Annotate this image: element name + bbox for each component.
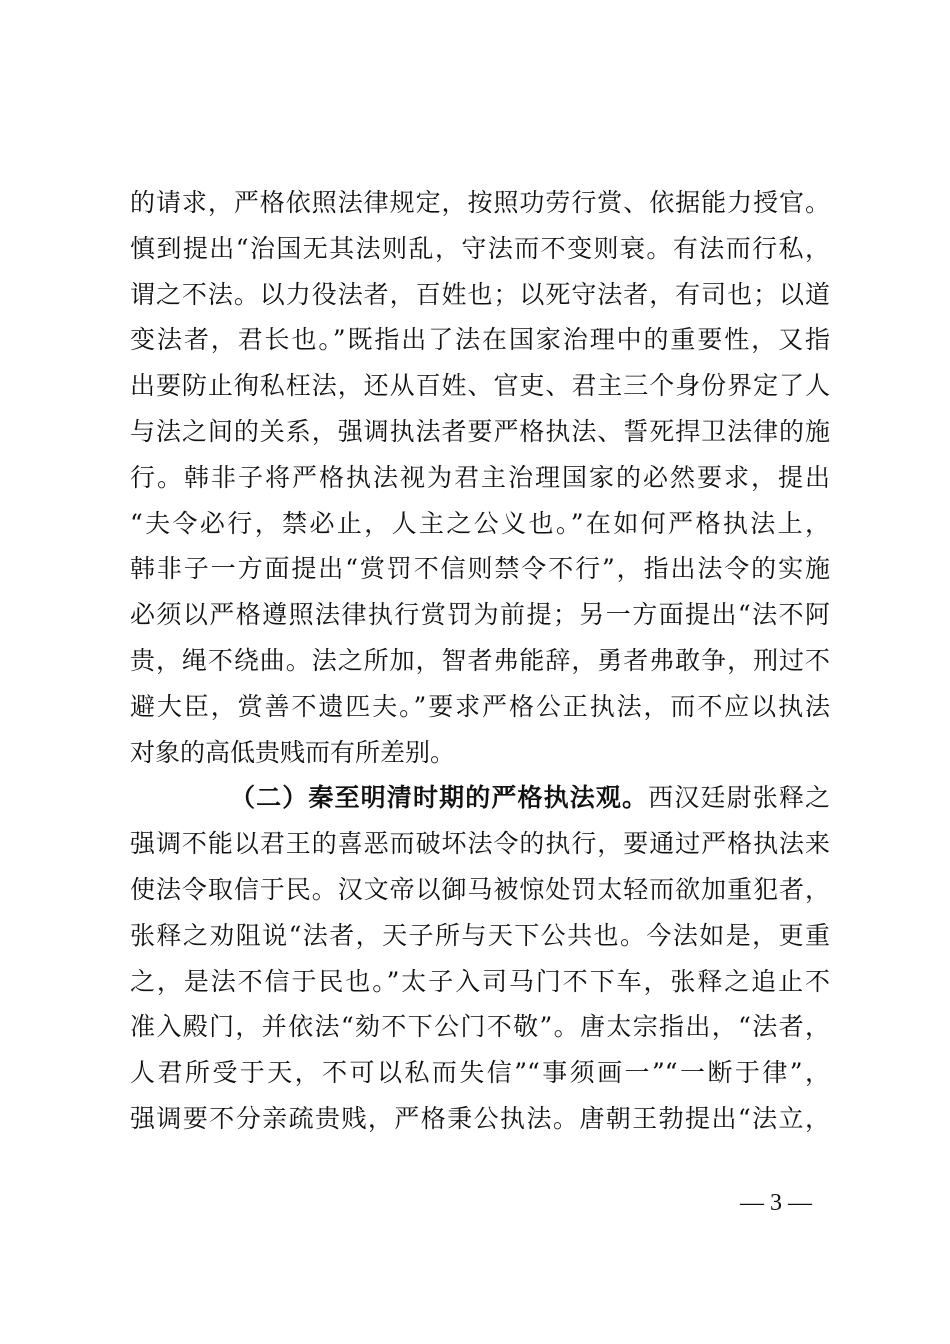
text-line: “夫令必行，禁必止，人主之公义也。”在如何严格执法上， [130, 508, 830, 538]
section-heading: （二）秦至明清时期的严格执法观。 [230, 783, 649, 813]
text-line: 韩非子一方面提出“赏罚不信则禁令不行”，指出法令的实施 [130, 554, 830, 584]
text-line: 人君所受于天，不可以私而失信”“事须画一”“一断于律”， [130, 1058, 830, 1088]
text-line: 之，是法不信于民也。”太子入司马门不下车，张释之追止不 [130, 966, 830, 996]
text-line: 与法之间的关系，强调执法者要严格执法、誓死捍卫法律的施 [130, 416, 830, 446]
text-line: 贵，绳不绕曲。法之所加，智者弗能辞，勇者弗敢争，刑过不 [130, 645, 830, 675]
paragraph-1 [130, 180, 830, 775]
text-line: 强调要不分亲疏贵贱，严格秉公执法。唐朝王勃提出“法立， [130, 1103, 830, 1133]
paragraph-heading-line [130, 775, 830, 821]
text-line: 变法者，君长也。”既指出了法在国家治理中的重要性，又指 [130, 325, 830, 355]
text-line: 行。韩非子将严格执法视为君主治理国家的必然要求，提出 [130, 462, 830, 492]
text-line: 的请求，严格依照法律规定，按照功劳行赏、依据能力授官。 [130, 188, 830, 217]
text-line: 强调不能以君王的喜恶而破坏法令的执行，要通过严格执法来 [130, 829, 830, 859]
text-line: 必须以严格遵照法律执行赏罚为前提；另一方面提出“法不阿 [130, 600, 830, 630]
text-line: 使法令取信于民。汉文帝以御马被惊处罚太轻而欲加重犯者， [130, 874, 830, 904]
text-span: 西汉廷尉张释之 [648, 783, 830, 813]
text-line: 慎到提出“治国无其法则乱，守法而不变则衰。有法而行私， [130, 233, 830, 263]
text-line: 避大臣，赏善不遗匹夫。”要求严格公正执法，而不应以执法 [130, 691, 830, 721]
text-line: 对象的高低贵贱而有所差别。 [130, 737, 456, 767]
text-line: 出要防止徇私枉法，还从百姓、官吏、君主三个身份界定了人 [130, 371, 830, 401]
text-line: 准入殿门，并依法“劾不下公门不敬”。唐太宗指出，“法者， [130, 1012, 830, 1042]
text-line: 张释之劝阻说“法者，天子所与天下公共也。今法如是，更重 [130, 920, 830, 950]
document-body [130, 180, 830, 1142]
page-number: — 3 — [740, 1190, 812, 1216]
text-line: 谓之不法。以力役法者，百姓也；以死守法者，有司也；以道 [130, 279, 830, 309]
paragraph-2 [130, 775, 830, 1141]
